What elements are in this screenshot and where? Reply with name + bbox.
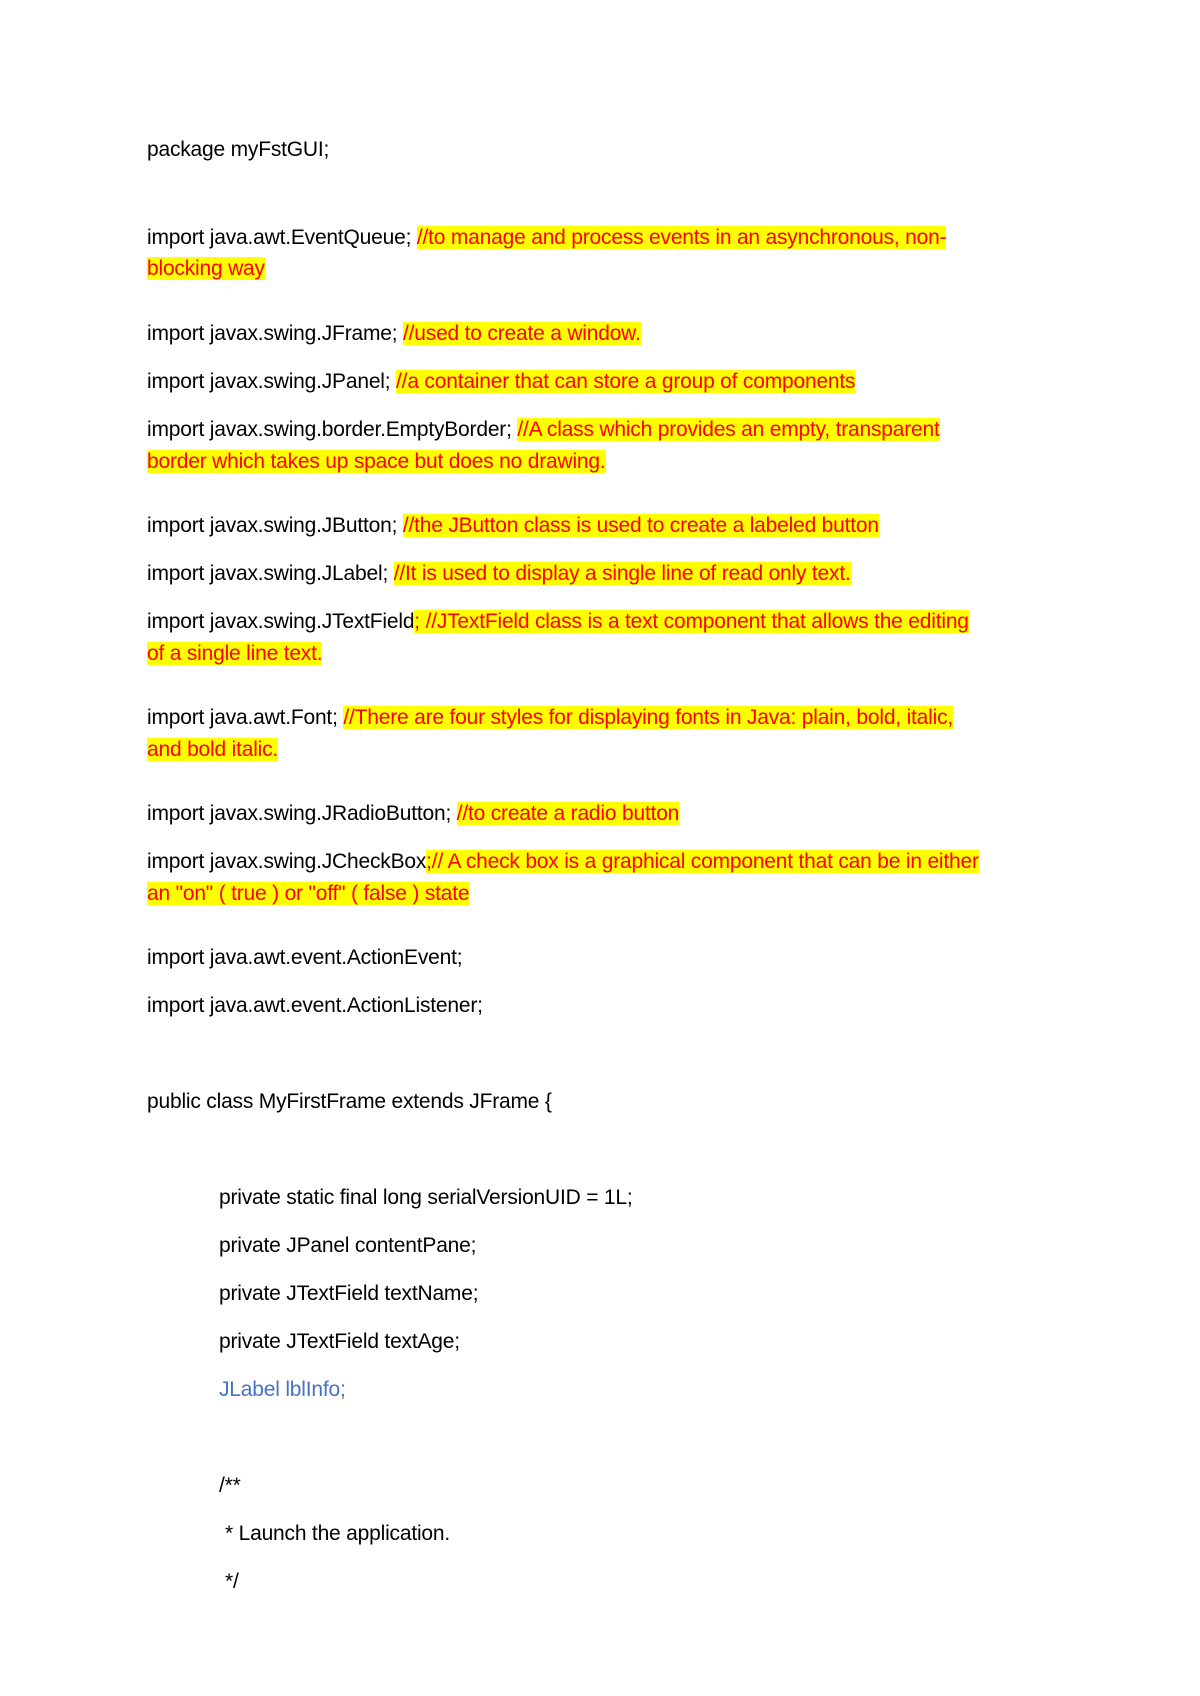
import-comment: //a container that can store a group of components [396, 370, 856, 393]
import-comment-continuation [147, 446, 606, 478]
import-line: import java.awt.event.ActionEvent; [147, 946, 463, 969]
import-comment: //There are four styles for displaying fonts in Java: plain, bold, italic, [343, 706, 954, 729]
import-comment: //used to create a window. [403, 322, 641, 345]
import-code: import javax.swing.JCheckBox [147, 850, 427, 873]
import-line [147, 606, 969, 638]
import-code: import javax.swing.border.EmptyBorder; [147, 418, 518, 441]
import-comment-continuation [147, 638, 322, 670]
import-line [147, 318, 641, 350]
import-line [147, 414, 940, 446]
field-line: private JTextField textName; [219, 1282, 479, 1305]
import-code: import java.awt.EventQueue; [147, 226, 417, 249]
javadoc-line: */ [225, 1570, 239, 1593]
import-comment: //A class which provides an empty, transparent [517, 418, 940, 441]
javadoc-line: * Launch the application. [225, 1522, 451, 1545]
label-field-line: JLabel lblInfo; [219, 1378, 346, 1401]
import-comment: //the JButton class is used to create a labeled button [402, 514, 879, 537]
import-line [147, 798, 679, 830]
import-comment: of a single line text. [147, 642, 323, 665]
import-code: import javax.swing.JButton; [147, 514, 403, 537]
import-line [147, 846, 979, 878]
import-comment: //to manage and process events in an asynchronous, non- [416, 226, 947, 249]
import-line [147, 366, 855, 398]
javadoc-line: /** [219, 1474, 241, 1497]
import-code: import javax.swing.JPanel; [147, 370, 397, 393]
import-comment: border which takes up space but does no drawing. [147, 450, 606, 473]
import-line: import java.awt.event.ActionListener; [147, 994, 483, 1017]
import-code: import java.awt.Font; [147, 706, 344, 729]
import-comment: blocking way [147, 257, 265, 280]
class-declaration: public class MyFirstFrame extends JFrame { [147, 1090, 552, 1113]
import-line [147, 222, 946, 254]
import-comment: an "on" ( true ) or "off" ( false ) state [147, 882, 470, 905]
field-line: private JPanel contentPane; [219, 1234, 477, 1257]
import-code: import javax.swing.JFrame; [147, 322, 404, 345]
import-comment: ; //JTextField class is a text component that allows the editing [414, 610, 969, 633]
field-line: private static final long serialVersionUID = 1L; [219, 1186, 633, 1209]
import-comment: ;// A check box is a graphical component that can be in either [426, 850, 979, 873]
import-line [147, 510, 879, 542]
import-code: import javax.swing.JTextField [147, 610, 415, 633]
import-comment-continuation [147, 253, 265, 285]
import-code: import javax.swing.JRadioButton; [147, 802, 457, 825]
import-comment-continuation [147, 734, 278, 766]
import-comment: //to create a radio button [456, 802, 680, 825]
import-comment: and bold italic. [147, 738, 279, 761]
field-line: private JTextField textAge; [219, 1330, 460, 1353]
import-line [147, 702, 953, 734]
import-line [147, 558, 851, 590]
import-code: import javax.swing.JLabel; [147, 562, 394, 585]
import-comment: //It is used to display a single line of read only text. [393, 562, 851, 585]
import-comment-continuation [147, 878, 469, 910]
package-line: package myFstGUI; [147, 138, 330, 161]
